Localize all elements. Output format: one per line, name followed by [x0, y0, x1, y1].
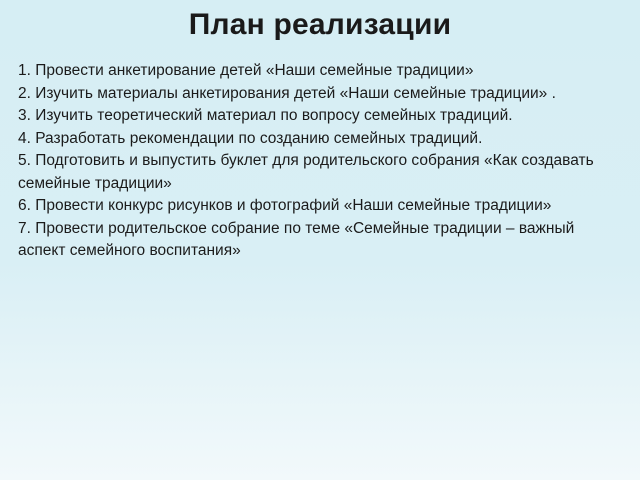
- plan-list: [18, 60, 622, 263]
- list-item: 2. Изучить материалы анкетирования детей «Наши семейные традиции» .: [18, 84, 556, 102]
- list-item: 1. Провести анкетирование детей «Наши семейные традиции»: [18, 62, 474, 79]
- page-title: План реализации: [188, 8, 452, 41]
- list-item: 4. Разработать рекомендации по созданию семейных традиций.: [18, 129, 483, 147]
- list-item: 5. Подготовить и выпустить буклет для родительского собрания «Как создавать семейные традиции»: [18, 152, 594, 192]
- list-item: 3. Изучить теоретический материал по вопросу семейных традиций.: [18, 107, 513, 124]
- list-item: 7. Провести родительское собрание по теме «Семейные традиции – важный аспект семейного воспитания»: [18, 219, 575, 259]
- list-item: 6. Провести конкурс рисунков и фотографий «Наши семейные традиции»: [18, 197, 552, 214]
